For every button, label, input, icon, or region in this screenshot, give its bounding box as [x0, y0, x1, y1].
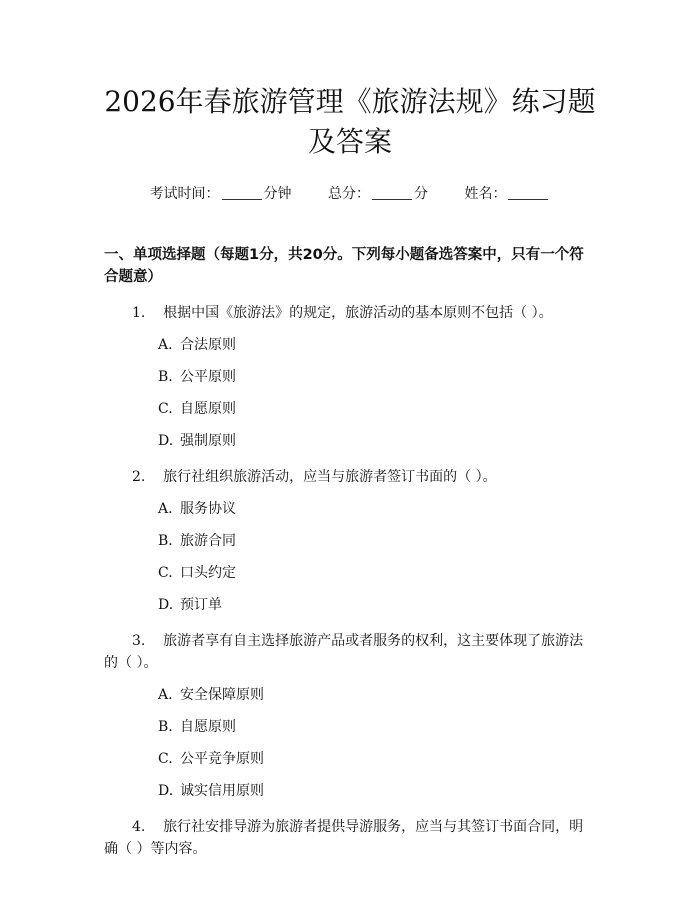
question-4 — [104, 816, 596, 860]
question-text: 旅行社组织旅游活动，应当与旅游者签订书面的（ ）。 — [163, 469, 497, 485]
total-score-field — [328, 184, 428, 204]
question-number: 3. — [132, 633, 146, 649]
question-1-option-a — [104, 334, 596, 356]
total-score-blank — [372, 185, 412, 200]
option-letter: B. — [158, 369, 173, 385]
name-blank — [508, 185, 548, 200]
question-1-option-c — [104, 398, 596, 420]
option-text: 公平竞争原则 — [180, 751, 264, 767]
option-text: 强制原则 — [180, 433, 236, 449]
question-1-option-d — [104, 430, 596, 452]
question-1 — [104, 302, 596, 324]
option-text: 服务协议 — [180, 501, 236, 517]
option-letter: A. — [158, 501, 173, 517]
question-3-option-d — [104, 780, 596, 802]
option-text: 旅游合同 — [180, 533, 236, 549]
option-letter: C. — [158, 751, 173, 767]
option-letter: D. — [158, 783, 174, 799]
exam-time-field — [150, 184, 292, 204]
option-text: 安全保障原则 — [180, 687, 264, 703]
question-2 — [104, 466, 596, 488]
question-2-option-c — [104, 562, 596, 584]
option-text: 口头约定 — [180, 565, 236, 581]
question-text: 旅行社安排导游为旅游者提供导游服务，应当与其签订书面合同，明确（ ）等内容。 — [104, 819, 584, 857]
option-letter: C. — [158, 401, 173, 417]
section-heading: 一、单项选择题（每题1分，共20分。下列每小题备选答案中，只有一个符合题意） — [104, 247, 584, 285]
question-2-option-a — [104, 498, 596, 520]
question-3 — [104, 630, 596, 674]
exam-time-label: 考试时间： — [149, 186, 220, 202]
question-text: 旅游者享有自主选择旅游产品或者服务的权利，这主要体现了旅游法的（ ）。 — [104, 633, 584, 671]
question-text: 根据中国《旅游法》的规定，旅游活动的基本原则不包括（ ）。 — [163, 305, 553, 321]
option-letter: A. — [158, 337, 173, 353]
name-field — [464, 184, 550, 204]
question-1-option-b — [104, 366, 596, 388]
option-text: 自愿原则 — [180, 401, 236, 417]
total-score-label: 总分： — [328, 186, 370, 202]
option-text: 预订单 — [180, 597, 222, 613]
question-2-option-b — [104, 530, 596, 552]
option-letter: A. — [158, 687, 173, 703]
option-letter: B. — [158, 719, 173, 735]
exam-time-unit: 分钟 — [263, 186, 292, 202]
option-text: 合法原则 — [180, 337, 236, 353]
option-letter: D. — [158, 597, 174, 613]
question-number: 1. — [132, 305, 146, 321]
document-title: 2026年春旅游管理《旅游法规》练习题及答案 — [104, 85, 596, 158]
option-text: 公平原则 — [180, 369, 236, 385]
exam-meta — [104, 184, 596, 204]
question-number: 4. — [132, 819, 146, 835]
option-letter: D. — [158, 433, 174, 449]
option-letter: B. — [158, 533, 173, 549]
question-3-option-b — [104, 716, 596, 738]
option-text: 诚实信用原则 — [180, 783, 264, 799]
total-score-unit: 分 — [414, 186, 428, 202]
name-label: 姓名： — [464, 186, 507, 202]
exam-time-blank — [222, 185, 262, 200]
question-3-option-a — [104, 684, 596, 706]
question-2-option-d — [104, 594, 596, 616]
question-3-option-c — [104, 748, 596, 770]
question-number: 2. — [132, 469, 146, 485]
option-letter: C. — [158, 565, 173, 581]
option-text: 自愿原则 — [180, 719, 236, 735]
